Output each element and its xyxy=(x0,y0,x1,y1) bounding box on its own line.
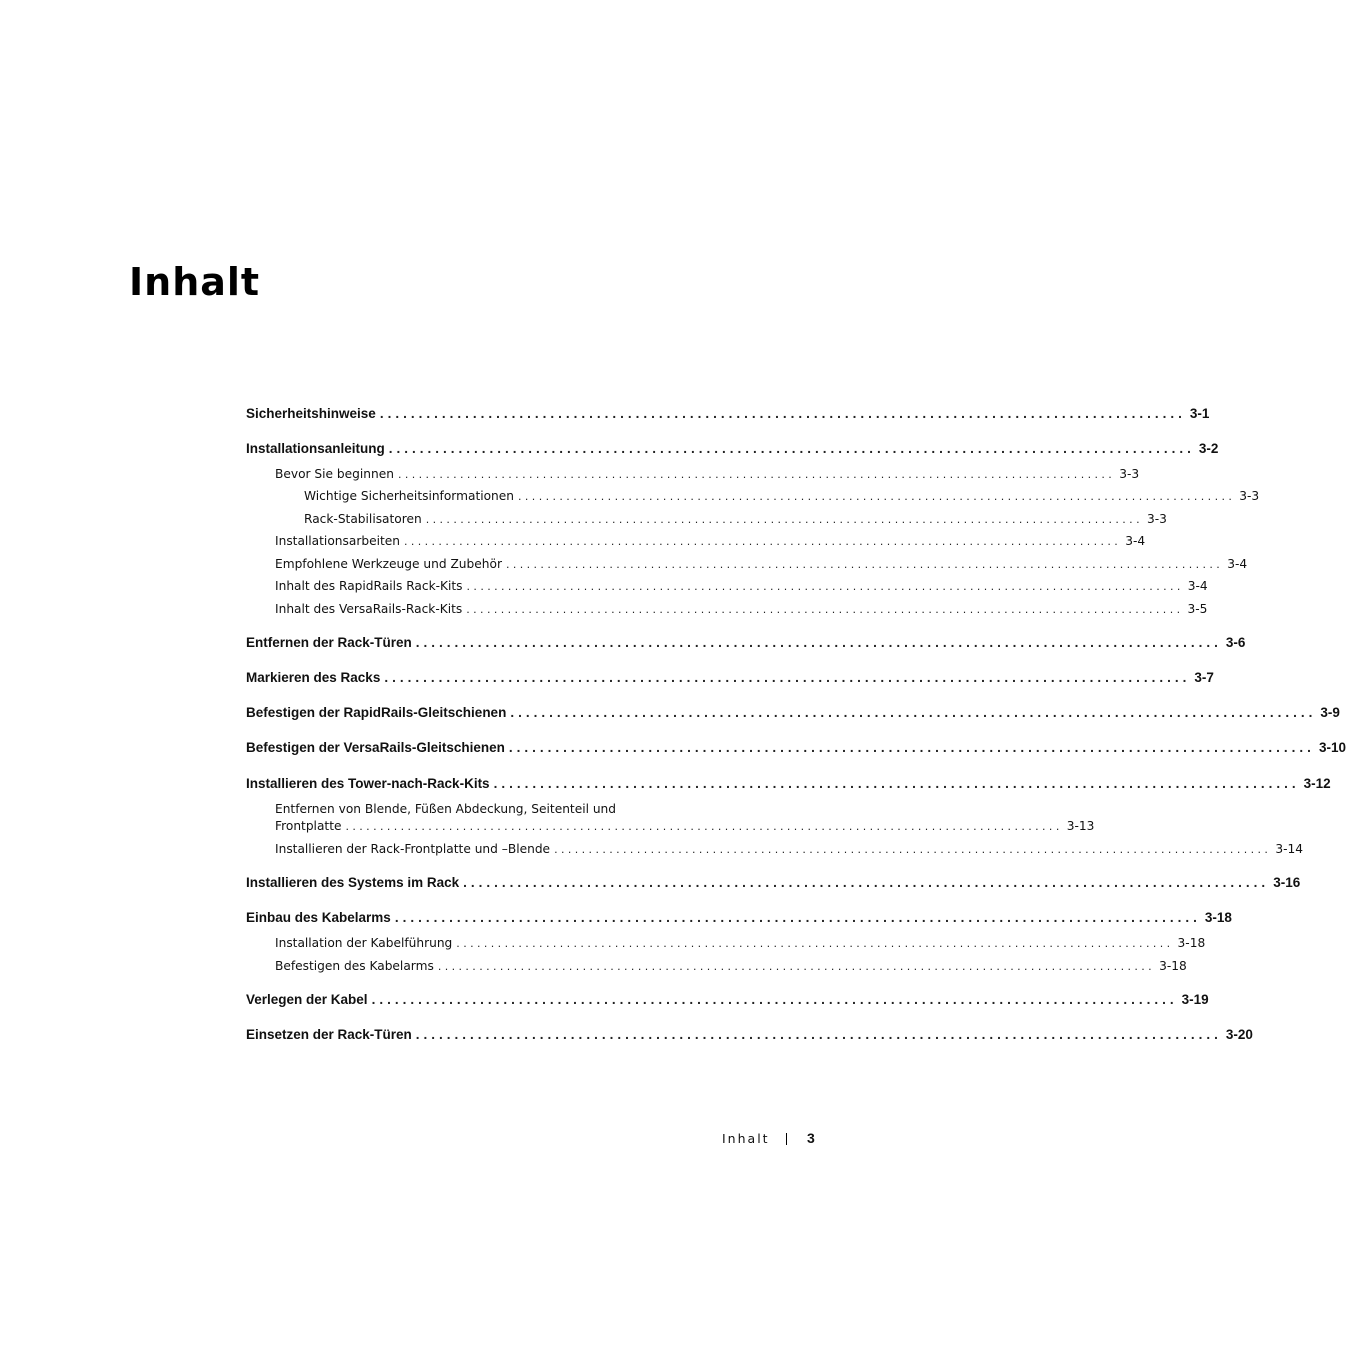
toc-dot-leader: ........................................................................................................ xyxy=(510,705,1317,720)
toc-entry-label: Installieren der Rack-Frontplatte und –Blende xyxy=(275,842,551,856)
toc-entry-page: 3-20 xyxy=(1225,1027,1253,1042)
toc-entry-page: 3-4 xyxy=(1227,557,1248,571)
toc-entry-page: 3-2 xyxy=(1198,441,1219,456)
toc-entry-label: Bevor Sie beginnen xyxy=(275,467,394,481)
toc-entry-label-line1: Entfernen von Blende, Füßen Abdeckung, Seitenteil und xyxy=(275,802,617,816)
toc-entry-rack-stabilisatoren[interactable] xyxy=(304,509,1167,529)
toc-dot-leader: ........................................................................................................ xyxy=(466,580,1184,593)
toc-entry-page: 3-14 xyxy=(1275,842,1303,856)
toc-entry-einsetzen-rack-tueren[interactable] xyxy=(246,1025,1253,1045)
toc-dot-leader: ........................................................................................................ xyxy=(384,670,1191,685)
toc-entry-label: Verlegen der Kabel xyxy=(246,992,368,1007)
toc-dot-leader: ........................................................................................................ xyxy=(456,937,1174,950)
toc-dot-leader: ........................................................................................................ xyxy=(437,960,1156,973)
toc-entry-page: 3-18 xyxy=(1204,910,1232,925)
toc-entry-page: 3-18 xyxy=(1159,959,1187,973)
toc-dot-leader: ........................................................................................................ xyxy=(394,910,1201,925)
toc-entry-page: 3-12 xyxy=(1303,776,1331,791)
toc-dot-leader: ........................................................................................................ xyxy=(493,776,1300,791)
toc-entry-installieren-systems[interactable] xyxy=(246,873,1301,893)
toc-entry-label: Sicherheitshinweise xyxy=(246,406,376,421)
toc-entry-bevor-sie-beginnen[interactable] xyxy=(275,464,1140,484)
toc-dot-leader: ........................................................................................................ xyxy=(415,635,1222,650)
toc-entry-page: 3-4 xyxy=(1125,534,1146,548)
toc-dot-leader: ........................................................................................................ xyxy=(415,1027,1222,1042)
toc-entry-installieren-frontplatte[interactable] xyxy=(275,839,1303,859)
toc-entry-page: 3-1 xyxy=(1189,406,1210,421)
toc-entry-markieren-racks[interactable] xyxy=(246,668,1214,688)
toc-entry-label: Befestigen des Kabelarms xyxy=(275,959,434,973)
toc-dot-leader: ........................................................................................................ xyxy=(505,558,1224,571)
toc-entry-installationsanleitung[interactable] xyxy=(246,439,1219,459)
toc-dot-leader: ........................................................................................................ xyxy=(379,406,1186,421)
footer-divider xyxy=(786,1133,787,1145)
toc-entry-entfernen-blende[interactable] xyxy=(275,816,1095,836)
toc-entry-page: 3-16 xyxy=(1273,875,1301,890)
toc-dot-leader: ........................................................................................................ xyxy=(388,441,1195,456)
toc-dot-leader: ........................................................................................................ xyxy=(371,992,1178,1007)
toc-entry-label: Entfernen der Rack-Türen xyxy=(246,635,412,650)
toc-entry-tower-nach-rack[interactable] xyxy=(246,774,1331,794)
toc-entry-label: Befestigen der VersaRails-Gleitschienen xyxy=(246,740,505,755)
toc-entry-page: 3-9 xyxy=(1320,705,1340,720)
toc-entry-sicherheitshinweise[interactable] xyxy=(246,404,1210,424)
toc-entry-page: 3-13 xyxy=(1066,819,1095,833)
toc-entry-befestigen-kabelarms[interactable] xyxy=(275,956,1187,976)
toc-entry-page: 3-4 xyxy=(1187,579,1208,593)
toc-entry-label: Rack-Stabilisatoren xyxy=(304,512,422,526)
toc-entry-empfohlene-werkzeuge[interactable] xyxy=(275,554,1248,574)
toc-entry-label: Inhalt des RapidRails Rack-Kits xyxy=(275,579,463,593)
toc-entry-label: Wichtige Sicherheitsinformationen xyxy=(304,489,515,503)
footer-page-number: 3 xyxy=(807,1130,815,1146)
toc-entry-label: Installationsarbeiten xyxy=(275,534,400,548)
toc-entry-label: Befestigen der RapidRails-Gleitschienen xyxy=(246,705,507,720)
toc-entry-page: 3-18 xyxy=(1177,936,1206,950)
toc-dot-leader: ........................................................................................................ xyxy=(463,875,1270,890)
toc-entry-page: 3-10 xyxy=(1318,740,1346,755)
toc-entry-label: Frontplatte xyxy=(275,819,342,833)
toc-entry-label: Markieren des Racks xyxy=(246,670,381,685)
toc-dot-leader: ........................................................................................................ xyxy=(345,820,1063,833)
page-title: Inhalt xyxy=(129,260,261,304)
toc-entry-page: 3-7 xyxy=(1194,670,1214,685)
toc-entry-page: 3-5 xyxy=(1187,602,1208,616)
toc-entry-befestigen-versarails[interactable] xyxy=(246,738,1346,758)
toc-entry-inhalt-versarails[interactable] xyxy=(275,599,1208,619)
toc-entry-inhalt-rapidrails[interactable] xyxy=(275,576,1208,596)
toc-entry-label: Inhalt des VersaRails-Rack-Kits xyxy=(275,602,463,616)
toc-entry-label: Einbau des Kabelarms xyxy=(246,910,391,925)
toc-entry-label: Einsetzen der Rack-Türen xyxy=(246,1027,412,1042)
toc-entry-page: 3-3 xyxy=(1119,467,1140,481)
toc-entry-label: Installieren des Systems im Rack xyxy=(246,875,460,890)
toc-entry-page: 3-19 xyxy=(1181,992,1209,1007)
toc-entry-label: Installieren des Tower-nach-Rack-Kits xyxy=(246,776,490,791)
toc-dot-leader: ........................................................................................................ xyxy=(466,603,1184,616)
toc-entry-installationsarbeiten[interactable] xyxy=(275,531,1146,551)
toc-dot-leader: ........................................................................................................ xyxy=(403,535,1122,548)
toc-dot-leader: ........................................................................................................ xyxy=(518,490,1236,503)
toc-entry-befestigen-rapidrails[interactable] xyxy=(246,703,1340,723)
footer-section-label: Inhalt xyxy=(722,1131,770,1146)
toc-entry-page: 3-3 xyxy=(1146,512,1167,526)
toc-entry-wichtige-sicherheitsinformationen[interactable] xyxy=(304,486,1260,506)
toc-entry-verlegen-kabel[interactable] xyxy=(246,990,1209,1010)
toc-entry-label: Installationsanleitung xyxy=(246,441,385,456)
toc-entry-label: Installation der Kabelführung xyxy=(275,936,453,950)
toc-dot-leader: ........................................................................................................ xyxy=(397,468,1116,481)
toc-entry-page: 3-6 xyxy=(1225,635,1246,650)
toc-entry-label: Empfohlene Werkzeuge und Zubehör xyxy=(275,557,502,571)
toc-entry-installation-kabelfuehrung[interactable] xyxy=(275,933,1206,953)
toc-entry-page: 3-3 xyxy=(1239,489,1260,503)
toc-entry-einbau-kabelarms[interactable] xyxy=(246,908,1232,928)
toc-dot-leader: ........................................................................................................ xyxy=(425,513,1143,526)
toc-dot-leader: ........................................................................................................ xyxy=(508,740,1315,755)
toc-entry-entfernen-rack-tueren[interactable] xyxy=(246,633,1246,653)
toc-dot-leader: ........................................................................................................ xyxy=(554,843,1272,856)
